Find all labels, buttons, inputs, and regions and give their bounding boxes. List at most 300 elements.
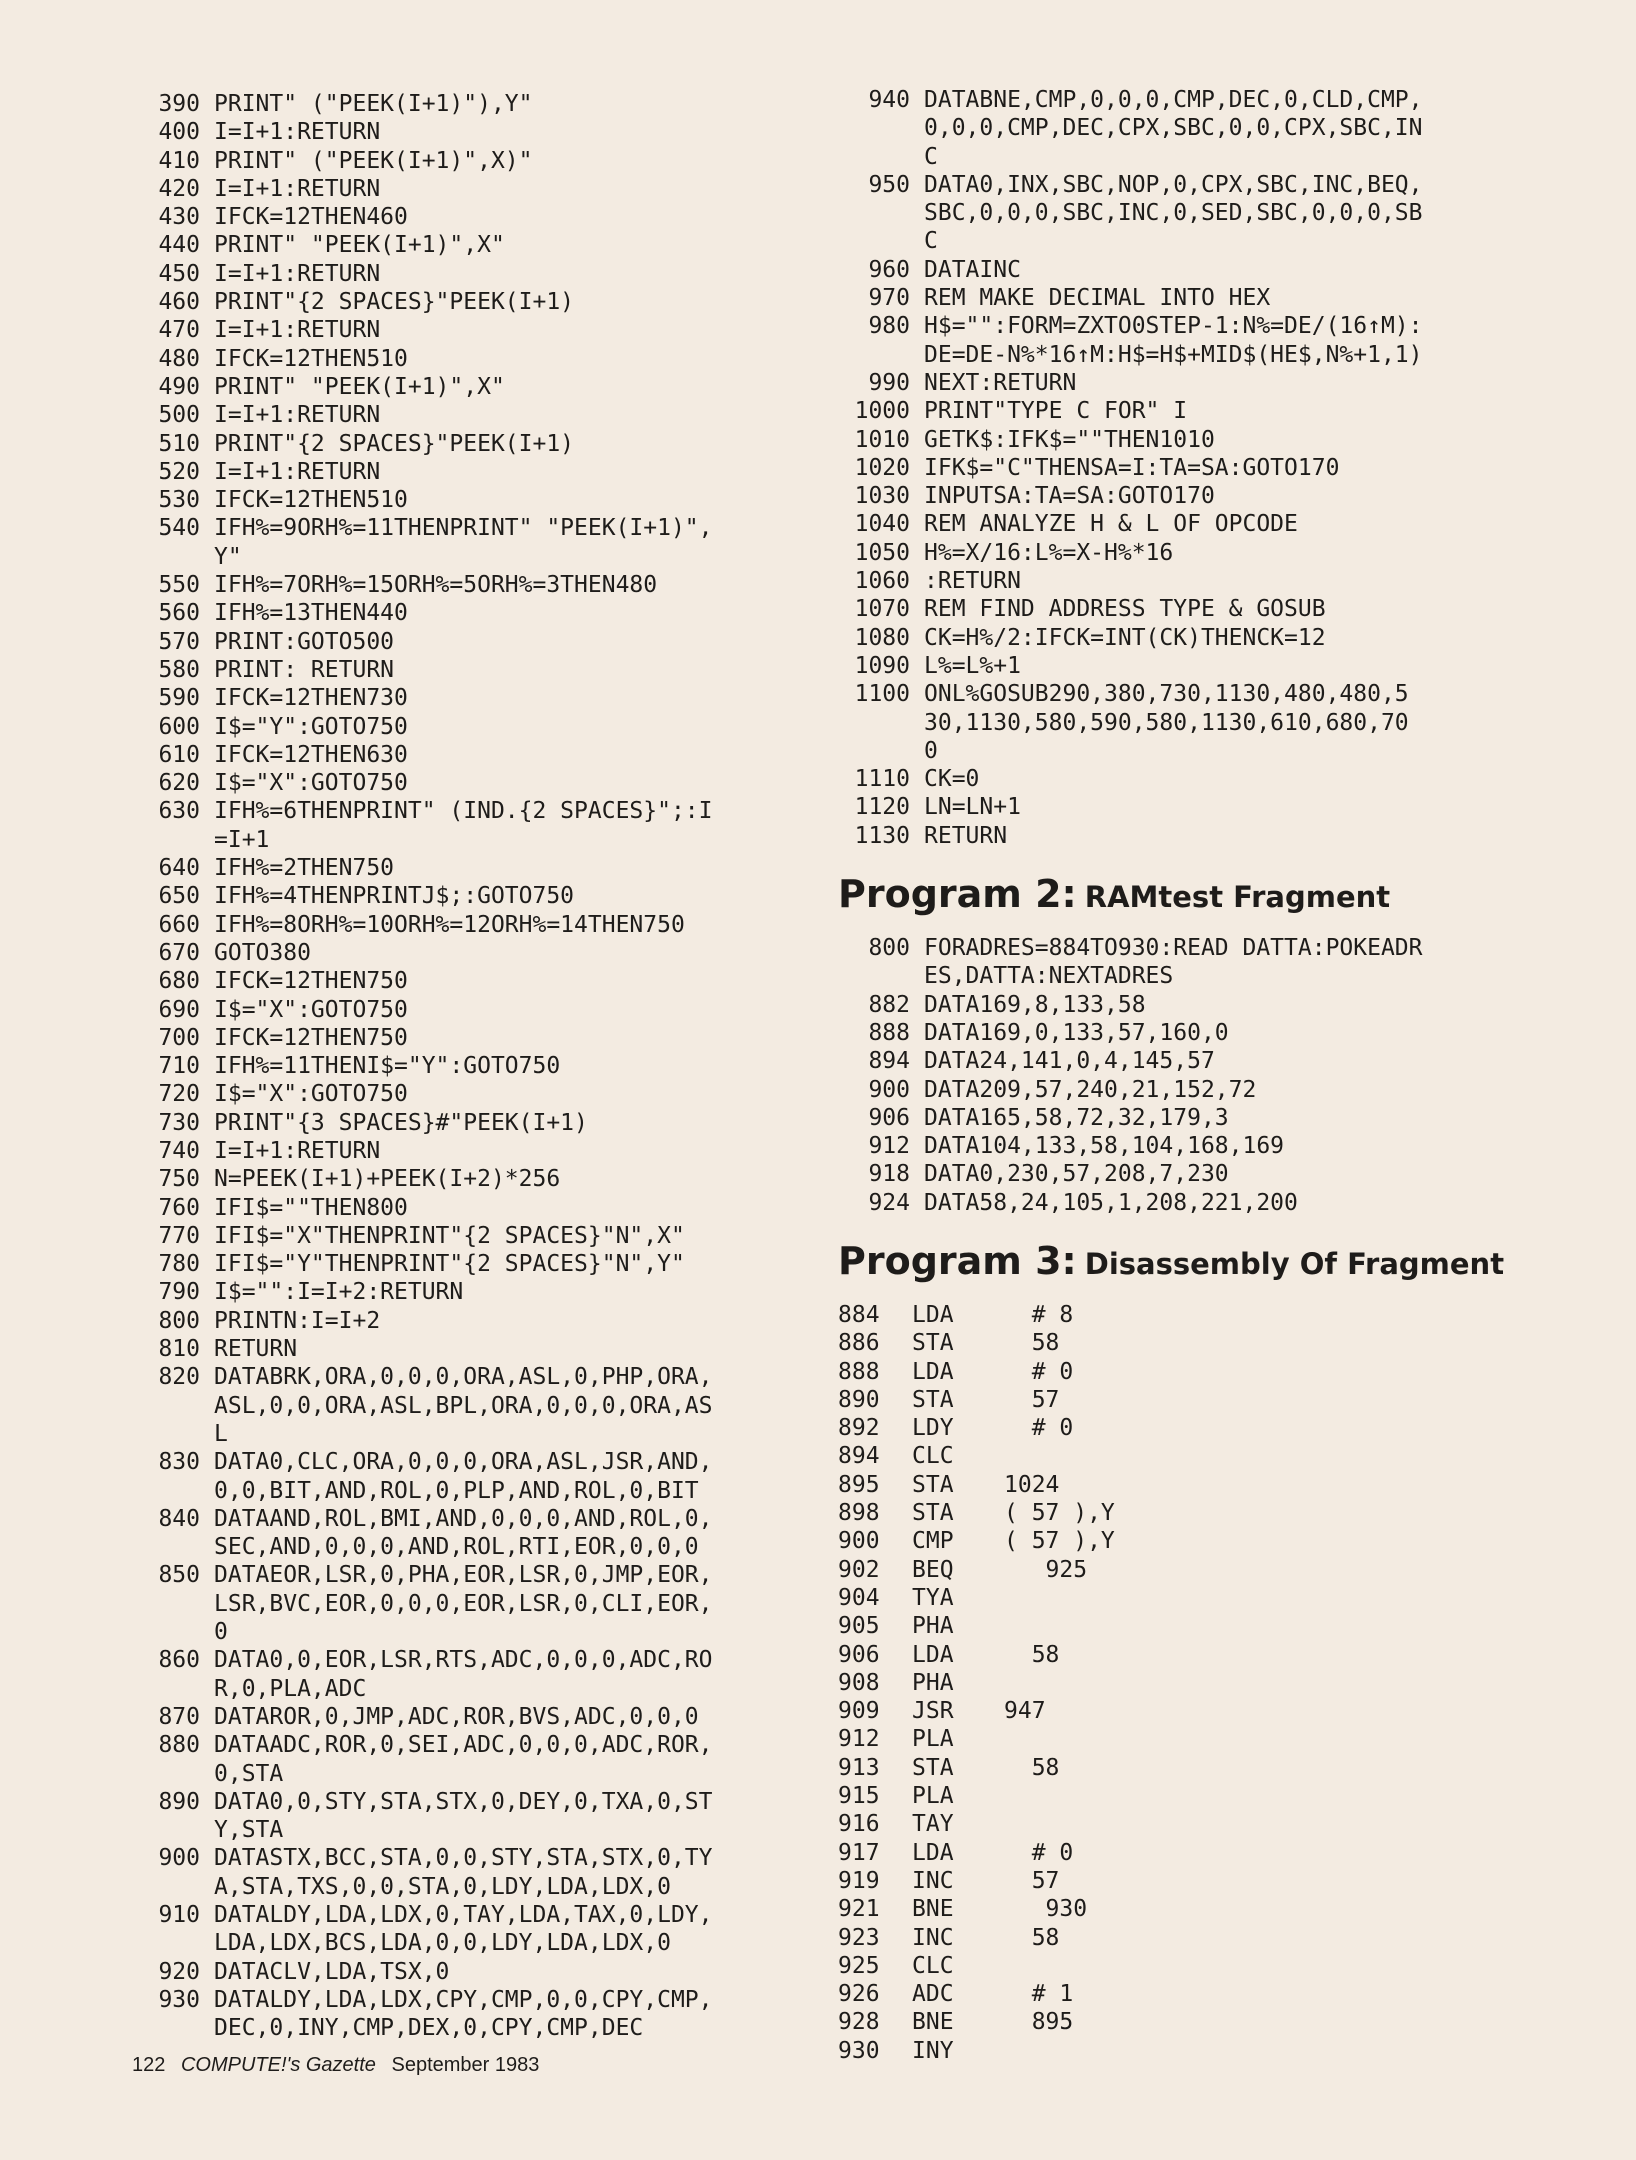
disassembly-line (838, 1782, 1538, 1810)
line-code: H%=X/16:L%=X-H%*16 (924, 539, 1174, 566)
line-code: DATABNE,CMP,0,0,0,CMP,DEC,0,CLD,CMP, (924, 87, 1423, 113)
line-number (128, 1477, 214, 1505)
opcode: LDY (912, 1415, 954, 1442)
line-number (838, 709, 924, 737)
disassembly-line (838, 1358, 1538, 1386)
code-line (838, 624, 1538, 652)
line-code: I=I+1:RETURN (214, 317, 381, 344)
code-line (128, 1646, 828, 1674)
line-number: 590 (158, 685, 200, 712)
opcode: STA (912, 1386, 954, 1413)
line-code: DATA0,0,STY,STA,STX,0,DEY,0,TXA,0,ST (214, 1788, 713, 1815)
code-line (128, 90, 828, 118)
code-line (128, 656, 828, 684)
line-code: DEC,0,INY,CMP,DEX,0,CPY,CMP,DEC (214, 2015, 644, 2042)
line-code: 0,0,0,CMP,DEC,CPX,SBC,0,0,CPX,SBC,IN (924, 115, 1423, 142)
line-code: I$="X":GOTO750 (214, 770, 408, 797)
code-line-continuation (128, 1477, 828, 1505)
code-line (128, 911, 828, 939)
opcode: LDA (912, 1358, 954, 1385)
operand: # 0 (1004, 1839, 1074, 1866)
operand: 947 (1004, 1698, 1046, 1725)
opcode: JSR (912, 1698, 954, 1725)
operand (1004, 1584, 1538, 1612)
code-line (838, 991, 1538, 1019)
line-code: DATASTX,BCC,STA,0,0,STY,STA,STX,0,TY (214, 1845, 713, 1872)
line-number: 1060 (854, 568, 910, 595)
address: 917 (838, 1839, 880, 1866)
line-number: 930 (158, 1986, 200, 2013)
line-number: 1130 (854, 822, 910, 849)
code-line-continuation (128, 1816, 828, 1844)
line-number (838, 737, 924, 765)
code-line-continuation (128, 1760, 828, 1788)
line-code: :RETURN (924, 568, 1021, 595)
line-code: IFH%=4THENPRINTJ$;:GOTO750 (214, 883, 575, 910)
code-line (128, 1448, 828, 1476)
line-number: 980 (868, 313, 910, 340)
code-line (838, 256, 1538, 284)
code-line (128, 797, 828, 825)
operand (1004, 1782, 1538, 1810)
address: 898 (838, 1500, 880, 1527)
line-number: 810 (158, 1336, 200, 1363)
address: 890 (838, 1386, 880, 1413)
opcode: TAY (912, 1811, 954, 1838)
line-code: DATA58,24,105,1,208,221,200 (924, 1189, 1298, 1216)
line-code: DATABRK,ORA,0,0,0,ORA,ASL,0,PHP,ORA, (214, 1364, 713, 1391)
code-line (838, 397, 1538, 425)
line-number: 1010 (854, 426, 910, 453)
code-line (128, 1080, 828, 1108)
operand: 925 (1004, 1556, 1088, 1583)
code-line (128, 118, 828, 146)
operand: 895 (1004, 2009, 1074, 2036)
program-3-heading (838, 1239, 1538, 1283)
line-code: IFI$="Y"THENPRINT"{2 SPACES}"N",Y" (214, 1251, 685, 1278)
code-line-continuation (128, 2014, 828, 2042)
disassembly-line (838, 1867, 1538, 1895)
address: 904 (838, 1584, 880, 1611)
line-code: ONL%GOSUB290,380,730,1130,480,480,5 (924, 681, 1409, 708)
code-line (128, 1901, 828, 1929)
line-code: IFH%=9ORH%=11THENPRINT" "PEEK(I+1)", (214, 515, 713, 542)
address: 892 (838, 1415, 880, 1442)
opcode: CMP (912, 1528, 954, 1555)
code-line (128, 713, 828, 741)
address: 884 (838, 1301, 880, 1328)
line-number: 700 (158, 1024, 200, 1051)
code-line (128, 769, 828, 797)
disassembly-line (838, 1641, 1538, 1669)
operand (1004, 1669, 1538, 1697)
opcode: PHA (912, 1669, 954, 1696)
line-number (128, 1618, 214, 1646)
line-code: DATAADC,ROR,0,SEI,ADC,0,0,0,ADC,ROR, (214, 1732, 713, 1759)
line-code: ASL,0,0,ORA,ASL,BPL,ORA,0,0,0,ORA,AS (214, 1392, 713, 1419)
line-code: FORADRES=884TO930:READ DATTA:POKEADR (924, 935, 1423, 962)
line-code: PRINT"{2 SPACES}"PEEK(I+1) (214, 289, 575, 316)
line-code: PRINT" "PEEK(I+1)",X" (214, 373, 505, 400)
operand: 58 (1004, 1641, 1060, 1668)
line-number: 720 (158, 1081, 200, 1108)
line-number: 1110 (854, 766, 910, 793)
line-code: DATA104,133,58,104,168,169 (924, 1133, 1285, 1160)
line-code: L (214, 1420, 228, 1447)
line-number: 640 (158, 855, 200, 882)
listing-right-column (838, 86, 1538, 2065)
line-number: 680 (158, 968, 200, 995)
line-number: 730 (158, 1109, 200, 1136)
line-code: DATA0,0,EOR,LSR,RTS,ADC,0,0,0,ADC,RO (214, 1647, 713, 1674)
line-code: C (924, 143, 938, 170)
address: 921 (838, 1896, 880, 1923)
line-number (128, 1590, 214, 1618)
opcode: STA (912, 1330, 954, 1357)
address: 906 (838, 1641, 880, 1668)
line-code: DATA165,58,72,32,179,3 (924, 1104, 1229, 1131)
code-line (128, 1052, 828, 1080)
line-number (128, 1392, 214, 1420)
line-code: IFI$=""THEN800 (214, 1194, 408, 1221)
code-line (128, 599, 828, 627)
line-code: I$="X":GOTO750 (214, 996, 408, 1023)
address: 900 (838, 1528, 880, 1555)
line-code: I$="X":GOTO750 (214, 1081, 408, 1108)
code-line (128, 260, 828, 288)
code-line (128, 288, 828, 316)
code-line (838, 652, 1538, 680)
opcode: CLC (912, 1443, 954, 1470)
disassembly-line (838, 1924, 1538, 1952)
code-line (838, 765, 1538, 793)
line-number: 888 (868, 1019, 910, 1046)
line-number: 880 (158, 1732, 200, 1759)
line-number: 760 (158, 1194, 200, 1221)
line-code: IFH%=6THENPRINT" (IND.{2 SPACES}";:I (214, 798, 713, 825)
line-code: =I+1 (214, 826, 270, 853)
line-number (128, 2014, 214, 2042)
line-code: DATA209,57,240,21,152,72 (924, 1076, 1257, 1103)
line-number (838, 227, 924, 255)
operand: # 1 (1004, 1981, 1074, 2008)
disassembly-line (838, 1754, 1538, 1782)
line-number (128, 1533, 214, 1561)
opcode: LDA (912, 1839, 954, 1866)
disassembly-line (838, 1697, 1538, 1725)
code-line (838, 1189, 1538, 1217)
address: 923 (838, 1924, 880, 1951)
line-code: I=I+1:RETURN (214, 458, 381, 485)
code-line (128, 1109, 828, 1137)
line-number (838, 341, 924, 369)
disassembly-line (838, 1952, 1538, 1980)
line-number: 530 (158, 487, 200, 514)
code-line (128, 854, 828, 882)
line-number: 670 (158, 939, 200, 966)
line-number: 924 (868, 1189, 910, 1216)
line-code: DATAINC (924, 256, 1021, 283)
line-number: 410 (158, 147, 200, 174)
line-number: 890 (158, 1788, 200, 1815)
code-line (128, 967, 828, 995)
issue-date: September 1983 (391, 2054, 540, 2076)
line-number: 800 (868, 935, 910, 962)
code-line-continuation (128, 1590, 828, 1618)
address: 895 (838, 1471, 880, 1498)
program-3-title: Program 3: (838, 1238, 1077, 1283)
code-line-continuation (838, 737, 1538, 765)
line-number: 780 (158, 1251, 200, 1278)
disassembly-line (838, 1442, 1538, 1470)
program-2-subtitle: RAMtest Fragment (1084, 880, 1391, 915)
line-number: 900 (158, 1845, 200, 1872)
address: 886 (838, 1330, 880, 1357)
line-number: 870 (158, 1703, 200, 1730)
operand: # 0 (1004, 1358, 1074, 1385)
disassembly-line (838, 1669, 1538, 1697)
operand (1004, 2037, 1538, 2065)
line-number: 820 (158, 1364, 200, 1391)
disassembly-line (838, 1329, 1538, 1357)
operand (1004, 1952, 1538, 1980)
line-code: ES,DATTA:NEXTADRES (924, 963, 1174, 990)
line-number: 960 (868, 256, 910, 283)
code-line (128, 571, 828, 599)
code-line (838, 680, 1538, 708)
line-code: DATALDY,LDA,LDX,0,TAY,LDA,TAX,0,LDY, (214, 1902, 713, 1928)
line-number: 540 (158, 515, 200, 542)
line-number: 1120 (854, 794, 910, 821)
address: 902 (838, 1556, 880, 1583)
line-code: LN=LN+1 (924, 794, 1021, 821)
disassembly-line (838, 1527, 1538, 1555)
code-line (128, 741, 828, 769)
code-line (128, 1844, 828, 1872)
code-line (838, 595, 1538, 623)
line-code: LSR,BVC,EOR,0,0,0,EOR,LSR,0,CLI,EOR, (214, 1590, 713, 1617)
line-code: 0,0,BIT,AND,ROL,0,PLP,AND,ROL,0,BIT (214, 1477, 699, 1504)
code-line (128, 401, 828, 429)
line-number: 630 (158, 798, 200, 825)
operand: 58 (1004, 1924, 1060, 1951)
line-code: LDA,LDX,BCS,LDA,0,0,LDY,LDA,LDX,0 (214, 1930, 671, 1957)
line-code: RETURN (214, 1336, 298, 1363)
address: 908 (838, 1669, 880, 1696)
code-line-continuation (128, 1675, 828, 1703)
code-line (128, 316, 828, 344)
line-code: IFH%=13THEN440 (214, 600, 408, 627)
line-number: 830 (158, 1449, 200, 1476)
line-code: H$="":FORM=ZXTO0STEP-1:N%=DE/(16↑M): (924, 313, 1423, 340)
line-code: I=I+1:RETURN (214, 119, 381, 146)
code-line (838, 1132, 1538, 1160)
line-number: 560 (158, 600, 200, 627)
line-number: 620 (158, 770, 200, 797)
line-code: PRINT:GOTO500 (214, 628, 395, 655)
line-code: REM FIND ADDRESS TYPE & GOSUB (924, 596, 1326, 623)
code-line (128, 1561, 828, 1589)
line-code: IFCK=12THEN730 (214, 685, 408, 712)
address: 916 (838, 1811, 880, 1838)
line-code: PRINT" ("PEEK(I+1)",X)" (214, 147, 533, 174)
line-code: I$="":I=I+2:RETURN (214, 1279, 464, 1306)
opcode: BNE (912, 1896, 954, 1923)
code-line (128, 1335, 828, 1363)
line-number: 400 (158, 119, 200, 146)
line-number: 970 (868, 285, 910, 312)
code-line (128, 1307, 828, 1335)
line-number (128, 1929, 214, 1957)
disassembly-line (838, 1414, 1538, 1442)
code-line (128, 203, 828, 231)
line-code: I=I+1:RETURN (214, 175, 381, 202)
line-number: 800 (158, 1307, 200, 1334)
line-code: N=PEEK(I+1)+PEEK(I+2)*256 (214, 1166, 561, 1193)
line-number: 906 (868, 1104, 910, 1131)
address: 925 (838, 1952, 880, 1979)
line-code: PRINT: RETURN (214, 656, 395, 683)
line-number: 430 (158, 204, 200, 231)
line-number: 770 (158, 1222, 200, 1249)
code-line (128, 1194, 828, 1222)
line-code: C (924, 228, 938, 255)
line-code: 30,1130,580,590,580,1130,610,680,70 (924, 709, 1409, 736)
address: 930 (838, 2037, 880, 2064)
line-code: A,STA,TXS,0,0,STA,0,LDY,LDA,LDX,0 (214, 1873, 671, 1900)
line-code: IFCK=12THEN750 (214, 968, 408, 995)
opcode: PLA (912, 1783, 954, 1810)
operand: ( 57 ),Y (1004, 1500, 1115, 1527)
disassembly-line (838, 1612, 1538, 1640)
line-code: R,0,PLA,ADC (214, 1675, 367, 1702)
address: 915 (838, 1783, 880, 1810)
line-code: SEC,AND,0,0,0,AND,ROL,RTI,EOR,0,0,0 (214, 1534, 699, 1561)
code-line-continuation (838, 199, 1538, 227)
line-code: DATAAND,ROL,BMI,AND,0,0,0,AND,ROL,0, (214, 1505, 713, 1532)
line-code: PRINT"{2 SPACES}"PEEK(I+1) (214, 430, 575, 457)
line-code: 0 (214, 1619, 228, 1646)
line-number: 470 (158, 317, 200, 344)
disassembly-line (838, 1839, 1538, 1867)
opcode: CLC (912, 1952, 954, 1979)
operand (1004, 1725, 1538, 1753)
line-code: PRINT" ("PEEK(I+1)"),Y" (214, 91, 533, 117)
code-line (128, 430, 828, 458)
code-line (128, 1024, 828, 1052)
line-number: 882 (868, 991, 910, 1018)
operand: 1024 (1004, 1471, 1060, 1498)
address: 905 (838, 1613, 880, 1640)
code-line-continuation (838, 227, 1538, 255)
disassembly-line (838, 1584, 1538, 1612)
address: 888 (838, 1358, 880, 1385)
line-number: 1080 (854, 624, 910, 651)
line-number: 850 (158, 1562, 200, 1589)
line-number: 740 (158, 1137, 200, 1164)
code-line (128, 1222, 828, 1250)
code-line-continuation (128, 1392, 828, 1420)
line-code: NEXT:RETURN (924, 369, 1077, 396)
code-line (128, 628, 828, 656)
code-line-continuation (838, 143, 1538, 171)
code-line (128, 514, 828, 542)
opcode: INY (912, 2037, 954, 2064)
code-line (838, 934, 1538, 962)
disassembly-line (838, 1725, 1538, 1753)
program-2-title: Program 2: (838, 872, 1077, 917)
code-line (838, 312, 1538, 340)
page-footer (132, 2054, 539, 2077)
line-code: IFK$="C"THENSA=I:TA=SA:GOTO170 (924, 454, 1340, 481)
code-line (128, 1505, 828, 1533)
line-code: IFH%=7ORH%=15ORH%=5ORH%=3THEN480 (214, 572, 658, 599)
code-line (838, 1104, 1538, 1132)
code-line (128, 147, 828, 175)
code-line (838, 171, 1538, 199)
line-code: INPUTSA:TA=SA:GOTO170 (924, 483, 1215, 510)
line-code: Y" (214, 543, 242, 570)
code-line-continuation (838, 962, 1538, 990)
line-code: DATA169,8,133,58 (924, 991, 1146, 1018)
line-code: CK=H%/2:IFCK=INT(CK)THENCK=12 (924, 624, 1326, 651)
line-number: 894 (868, 1048, 910, 1075)
opcode: INC (912, 1867, 954, 1894)
line-number (838, 199, 924, 227)
line-number: 520 (158, 458, 200, 485)
code-line-continuation (838, 709, 1538, 737)
operand: 58 (1004, 1754, 1060, 1781)
code-line-continuation (838, 114, 1538, 142)
line-number: 650 (158, 883, 200, 910)
code-line (128, 1165, 828, 1193)
line-code: CK=0 (924, 766, 980, 793)
line-number: 920 (158, 1958, 200, 1985)
address: 894 (838, 1443, 880, 1470)
line-number (128, 826, 214, 854)
line-code: I=I+1:RETURN (214, 402, 381, 429)
code-line (838, 369, 1538, 397)
code-line (128, 1250, 828, 1278)
line-code: DATAROR,0,JMP,ADC,ROR,BVS,ADC,0,0,0 (214, 1703, 699, 1730)
line-number: 480 (158, 345, 200, 372)
line-number: 790 (158, 1279, 200, 1306)
line-number: 1070 (854, 596, 910, 623)
line-code: PRINT" "PEEK(I+1)",X" (214, 232, 505, 259)
program-2-heading (838, 872, 1538, 916)
line-code: DATA0,CLC,ORA,0,0,0,ORA,ASL,JSR,AND, (214, 1449, 713, 1476)
line-code: IFCK=12THEN630 (214, 741, 408, 768)
line-code: REM ANALYZE H & L OF OPCODE (924, 511, 1298, 538)
line-number: 570 (158, 628, 200, 655)
code-line-continuation (128, 1533, 828, 1561)
code-line-continuation (838, 341, 1538, 369)
address: 912 (838, 1726, 880, 1753)
disassembly-line (838, 1301, 1538, 1329)
code-line-continuation (128, 1929, 828, 1957)
address: 913 (838, 1754, 880, 1781)
opcode: TYA (912, 1584, 954, 1611)
code-line (128, 373, 828, 401)
code-line-continuation (128, 1618, 828, 1646)
line-number (128, 1816, 214, 1844)
line-number: 610 (158, 741, 200, 768)
code-line (128, 458, 828, 486)
line-number: 912 (868, 1133, 910, 1160)
code-line-continuation (128, 1873, 828, 1901)
line-code: 0 (924, 737, 938, 764)
code-line (838, 567, 1538, 595)
